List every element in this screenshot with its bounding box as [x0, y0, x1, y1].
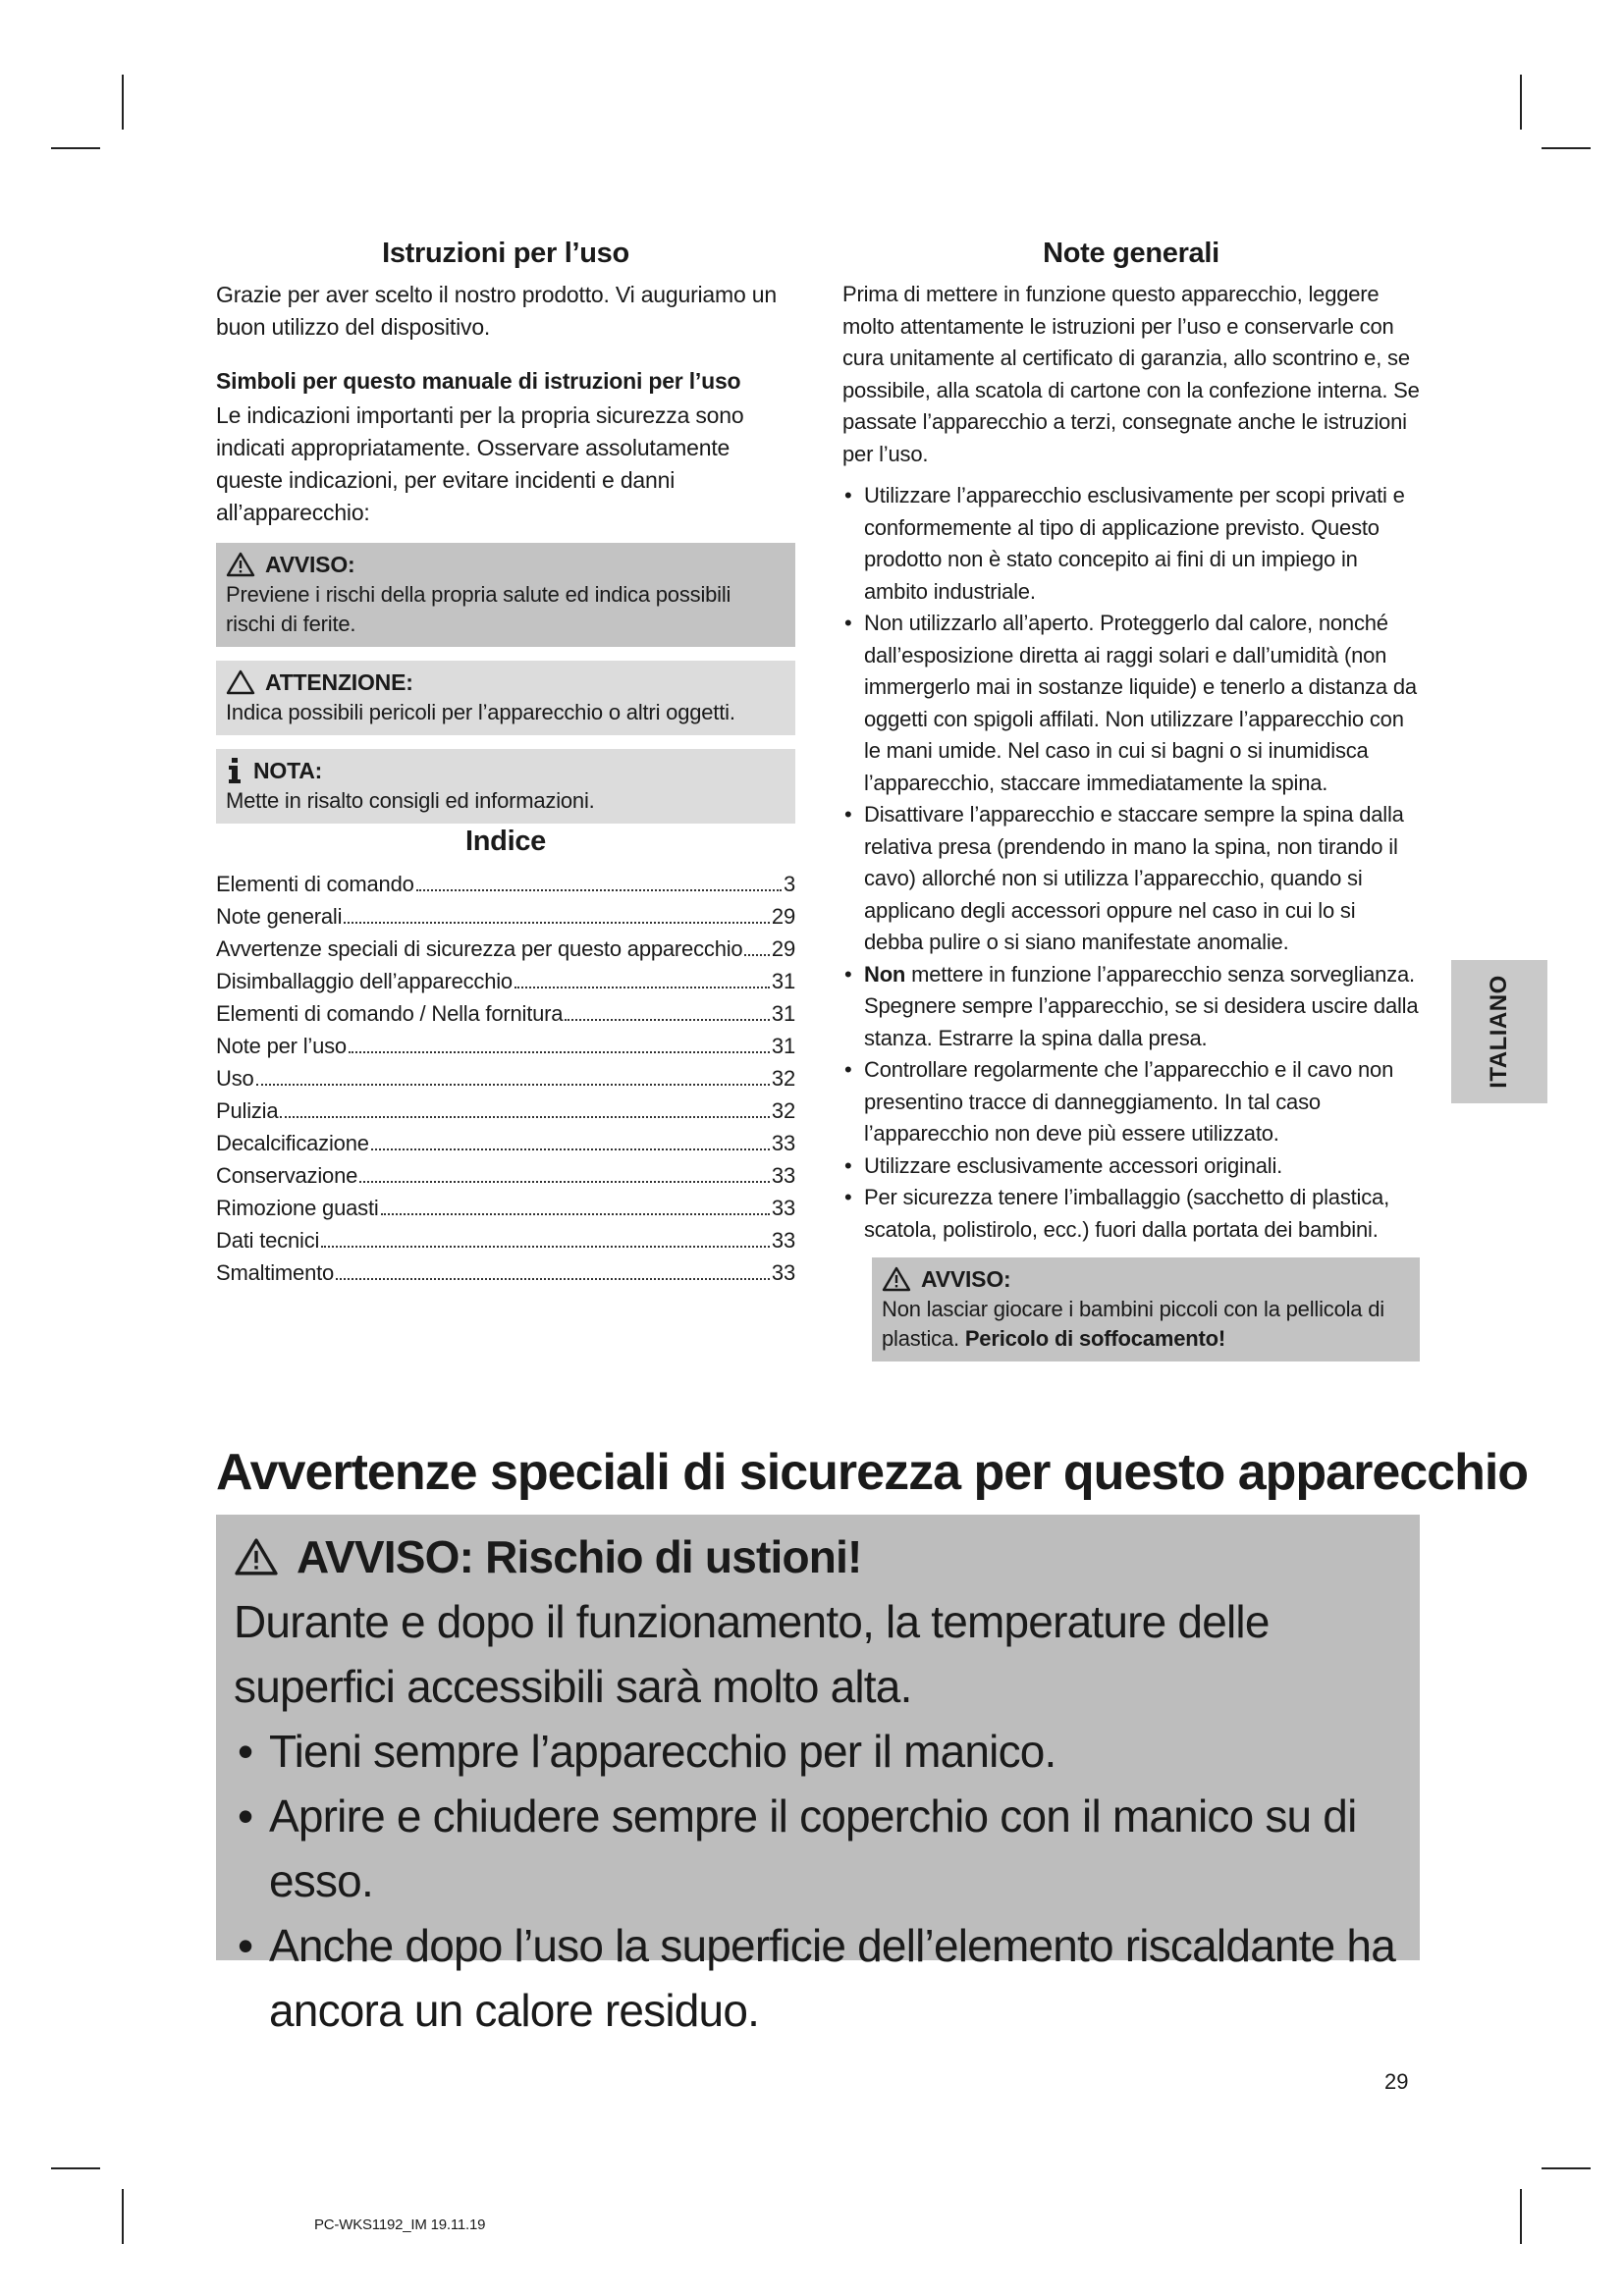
section-title-instructions: Istruzioni per l’uso — [382, 238, 629, 269]
language-tab — [1451, 960, 1547, 1103]
symbols-heading: Simboli per questo manuale di istruzioni per l’uso — [216, 368, 741, 395]
list-item: • Tieni sempre l’apparecchio per il manico. — [234, 1719, 1404, 1784]
burn-warning-text: Durante e dopo il funzionamento, la temperature delle superfici accessibili sarà molto alta. — [234, 1596, 1270, 1712]
crop-mark — [1520, 2189, 1522, 2244]
crop-mark — [122, 75, 124, 130]
toc-entry: Disimballaggio dell’apparecchio 31 — [216, 968, 795, 993]
note-title: AVVISO: — [921, 1266, 1011, 1293]
table-of-contents — [216, 868, 795, 1289]
burn-warning-box — [216, 1515, 1420, 2036]
list-item: • Controllare regolarmente che l’apparecchio e il cavo non presentino tracce di danneggiamento. In tal caso l’apparecchio non deve più essere utilizzato. — [842, 1054, 1420, 1150]
warning-triangle-icon — [234, 1537, 279, 1576]
list-item: • Disattivare l’apparecchio e staccare sempre la spina dalla relativa presa (prendendo in mano la spina, non tirando il cavo) allorché non si utilizza l’apparecchio, quando si applicano degli accessori oppure nel caso in cui lo si debba pulire o si siano manifestate anomalie. — [842, 799, 1420, 959]
toc-entry: Dati tecnici 33 — [216, 1227, 795, 1253]
section-title-general-notes: Note generali — [1043, 238, 1219, 269]
toc-entry: Note generali 29 — [216, 903, 795, 929]
toc-entry: Rimozione guasti 33 — [216, 1195, 795, 1220]
list-item: • Non utilizzarlo all’aperto. Proteggerlo dal calore, nonché dall’esposizione diretta ai raggi solari e dall’umidità (non immergerlo mai in sostanze liquide) e tenerlo a distanza da oggetti con spigoli affilati. Non utilizzare l’apparecchio con le mani umide. Nel caso in cui si bagni o si inumidisca l’apparecchio, staccare immediatamente la spina. — [842, 608, 1420, 799]
toc-entry: Note per l’uso 31 — [216, 1033, 795, 1058]
list-item: • Utilizzare esclusivamente accessori originali. — [842, 1150, 1420, 1183]
list-item: • Utilizzare l’apparecchio esclusivamente per scopi privati e conformemente al tipo di applicazione previsto. Questo prodotto non è stato concepito ai fini di un impiego in ambito industriale. — [842, 480, 1420, 608]
crop-mark — [1542, 147, 1591, 149]
info-icon — [226, 757, 244, 784]
safety-heading: Avvertenze speciali di sicurezza per questo apparecchio — [216, 1444, 1529, 1501]
symbols-text: Le indicazioni importanti per la propria sicurezza sono indicati appropriatamente. Osservare assolutamente queste indicazioni, per evitare incidenti e danni all’apparecchio: — [216, 402, 744, 526]
general-notes-intro: Prima di mettere in funzione questo apparecchio, leggere molto attentamente le istruzioni per l’uso e conservarle con cura unitamente al certificato di garanzia, allo scontrino e, se possibile, alla scatola di cartone con la confezione interna. Se passate l’apparecchio a terzi, consegnate anche le istruzioni per l’uso. — [842, 282, 1420, 466]
note-text: Non lasciar giocare i bambini piccoli con la pellicola di plastica. Pericolo di soffocamento! — [882, 1297, 1384, 1352]
note-attenzione — [216, 661, 795, 735]
note-title: NOTA: — [253, 758, 323, 784]
intro-text: Grazie per aver scelto il nostro prodotto. Vi auguriamo un buon utilizzo del dispositivo. — [216, 282, 777, 341]
crop-mark — [51, 147, 100, 149]
list-item: • Per sicurezza tenere l’imballaggio (sacchetto di plastica, scatola, polistirolo, ecc.) fuori dalla portata dei bambini. — [842, 1182, 1420, 1246]
toc-entry: Smaltimento 33 — [216, 1259, 795, 1285]
warning-triangle-icon — [226, 552, 255, 577]
warning-triangle-icon — [882, 1266, 911, 1292]
list-item: • Aprire e chiudere sempre il coperchio con il manico su di esso. — [234, 1784, 1404, 1913]
toc-entry: Elementi di comando / Nella fornitura 31 — [216, 1000, 795, 1026]
note-text: Previene i rischi della propria salute ed indica possibili rischi di ferite. — [226, 582, 731, 637]
toc-entry: Pulizia 32 — [216, 1097, 795, 1123]
language-label: ITALIANO — [1486, 975, 1513, 1089]
crop-mark — [1542, 2167, 1591, 2169]
note-text: Mette in risalto consigli ed informazioni. — [226, 788, 595, 814]
burn-warning-title: AVVISO: Rischio di ustioni! — [297, 1531, 862, 1582]
list-item: • Anche dopo l’uso la superficie dell’elemento riscaldante ha ancora un calore residuo. — [234, 1913, 1404, 2043]
toc-entry: Conservazione 33 — [216, 1162, 795, 1188]
toc-entry: Decalcificazione 33 — [216, 1130, 795, 1155]
crop-mark — [1520, 75, 1522, 130]
note-title: AVVISO: — [265, 552, 355, 578]
crop-mark — [51, 2167, 100, 2169]
note-text: Indica possibili pericoli per l’apparecchio o altri oggetti. — [226, 700, 735, 725]
list-item — [842, 959, 1420, 1055]
print-footer: PC-WKS1192_IM 19.11.19 — [314, 2216, 486, 2233]
note-title: ATTENZIONE: — [265, 669, 413, 696]
emphasis-choking: Pericolo di soffocamento! — [964, 1326, 1225, 1352]
right-column — [842, 236, 1420, 1362]
page-number: 29 — [1384, 2069, 1409, 2094]
general-notes-list — [842, 480, 1420, 1246]
warning-triangle-icon — [226, 669, 255, 695]
toc-entry: Elementi di comando 3 — [216, 871, 795, 896]
toc-title: Indice — [465, 826, 546, 858]
emphasis-non: Non — [864, 961, 906, 987]
toc-entry: Avvertenze speciali di sicurezza per questo apparecchio 29 — [216, 935, 795, 961]
burn-warning-list — [234, 1719, 1404, 2043]
crop-mark — [122, 2189, 124, 2244]
note-nota — [216, 749, 795, 824]
toc-entry: Uso 32 — [216, 1065, 795, 1091]
note-avviso-choking — [872, 1257, 1420, 1362]
left-column — [216, 236, 795, 1289]
note-avviso — [216, 543, 795, 647]
list-item-text: mettere in funzione l’apparecchio senza sorveglianza. Spegnere sempre l’apparecchio, se si desidera uscire dalla stanza. Estrarre la spina dalla presa. — [864, 961, 1419, 1050]
